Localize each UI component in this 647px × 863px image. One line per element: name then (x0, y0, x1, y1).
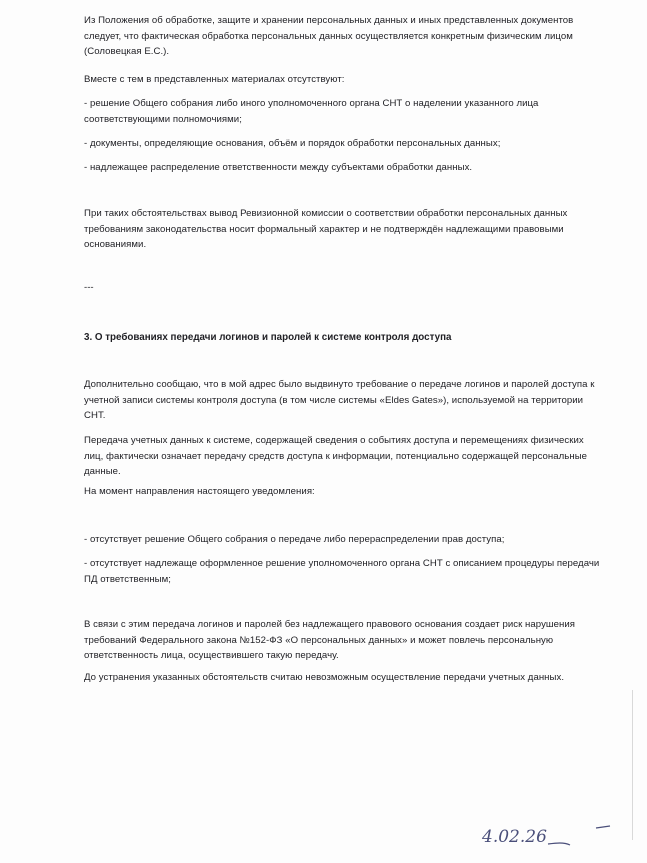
paragraph-audit-conclusion: При таких обстоятельствах вывод Ревизионной комиссии о соответствии обработки персональных данных требованиям законодательства носит формальный характер и не подтверждён надлежащими правовыми основаниями. (84, 208, 568, 251)
paragraph-processing-regulation: Из Положения об обработке, защите и хранении персональных данных и иных представленных документов следует, что фактическая обработка персональных данных осуществляется конкретным физическим лицом (Соловецкая Е.С.). (84, 15, 574, 58)
paragraph-credentials-transfer: Передача учетных данных к системе, содержащей сведения о событиях доступа и перемещениях физических лиц, фактически означает передачу средств доступа к информации, потенциально содержащей персональные данные. (84, 435, 588, 478)
list-item-processing-documents: - документы, определяющие основания, объём и порядок обработки персональных данных; (84, 138, 501, 149)
list-item-responsibility-distribution: - надлежащее распределение ответственности между субъектами обработки данных. (84, 162, 473, 173)
handwritten-date (478, 818, 628, 858)
paragraph-notice-moment: На момент направления настоящего уведомления: (84, 486, 315, 497)
paragraph-conclusion: До устранения указанных обстоятельств считаю невозможным осуществление передачи учетных данных. (84, 672, 565, 683)
paragraph-missing-intro: Вместе с тем в представленных материалах отсутствуют: (84, 74, 345, 85)
section-heading: 3. О требованиях передачи логинов и паролей к системе контроля доступа (84, 332, 452, 343)
section-separator: --- (84, 282, 94, 293)
paragraph-legal-risk: В связи с этим передача логинов и паролей без надлежащего правового основания создает риск нарушения требований Федерального закона №152-ФЗ «О персональных данных» и может повлечь персональную ответственность лица, осуществившего такую передачу. (84, 619, 576, 662)
scan-edge-line (632, 690, 633, 840)
paragraph-access-request: Дополнительно сообщаю, что в мой адрес было выдвинуто требование о передаче логинов и паролей доступа к учетной записи системы контроля доступа (в том числе системы «Eldes Gates»), используемой на территории СНТ. (84, 379, 595, 422)
handwritten-date-text: 4.02.26 (482, 827, 547, 847)
list-item-no-authorized-decision: - отсутствует надлежаще оформленное решение уполномоченного органа СНТ с описанием процедуры передачи ПД ответственным; (84, 558, 600, 585)
list-item-general-meeting-decision: - решение Общего собрания либо иного уполномоченного органа СНТ о наделении указанного лица соответствующими полномочиями; (84, 98, 539, 125)
list-item-no-meeting-decision: - отсутствует решение Общего собрания о передаче либо перераспределении прав доступа; (84, 534, 505, 545)
